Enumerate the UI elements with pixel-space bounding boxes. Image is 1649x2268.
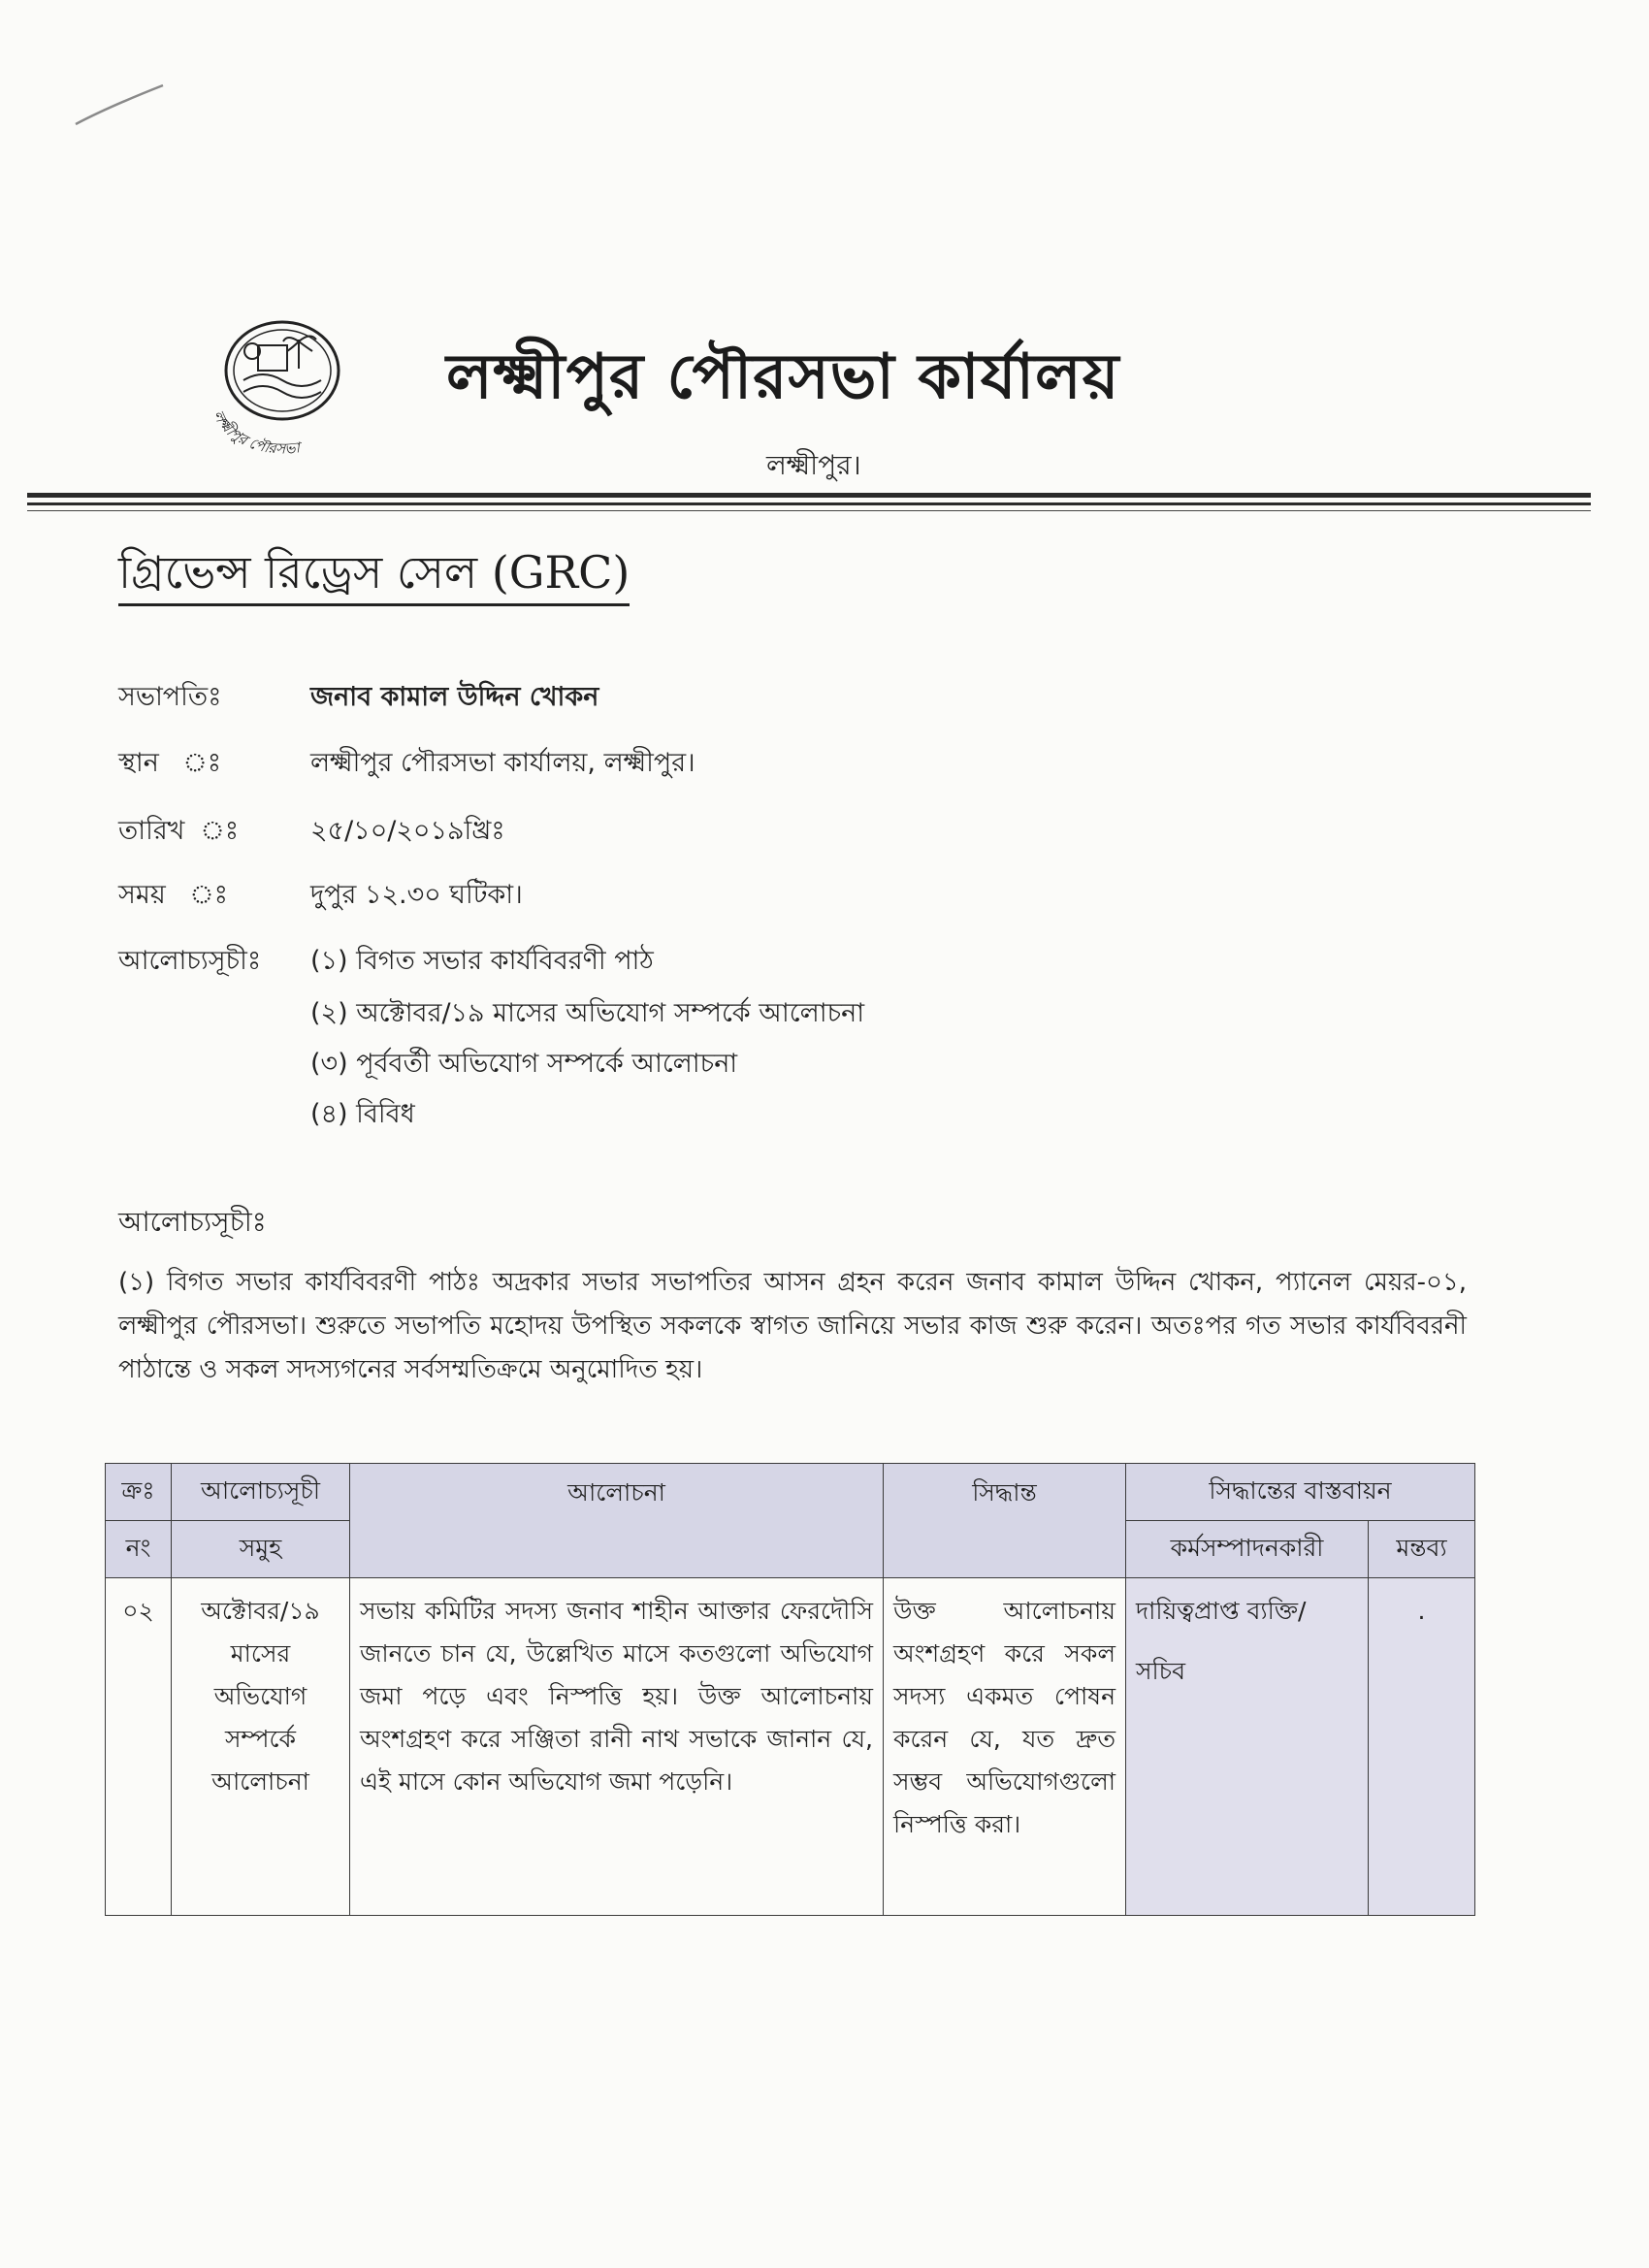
time-label: সময় ঃ (118, 880, 229, 910)
implementation-header: সিদ্ধান্তের বাস্তবায়ন (1126, 1464, 1475, 1521)
chair-value: জনাব কামাল উদ্দিন খোকন (310, 682, 599, 712)
time-value: দুপুর ১২.৩০ ঘটিকা। (310, 880, 523, 910)
header-divider (27, 493, 1591, 498)
discussion-heading: আলোচ্যসূচীঃ (118, 1206, 267, 1238)
row-executor-line: দায়িত্বপ্রাপ্ত ব্যক্তি/ (1136, 1597, 1307, 1625)
date-value: ২৫/১০/২০১৯খ্রিঃ (310, 816, 505, 846)
table-header-row (106, 1464, 1475, 1521)
pen-stroke-mark (70, 80, 167, 128)
agenda-header-sub: সমুহ (172, 1521, 350, 1578)
row-serial: ০২ (106, 1578, 172, 1916)
serial-header: ক্রঃ (106, 1464, 172, 1521)
row-executor (1126, 1578, 1369, 1916)
header-divider (27, 510, 1591, 511)
executor-header: কর্মসম্পাদনকারী (1126, 1521, 1369, 1578)
row-executor-line: সচিব (1136, 1657, 1186, 1685)
agenda-label: আলোচ্যসূচীঃ (118, 946, 262, 976)
discussion-paragraph: (১) বিগত সভার কার্যবিবরণী পাঠঃ অদ্রকার সভার সভাপতির আসন গ্রহন করেন জনাব কামাল উদ্দিন খোকন, প্যানেল মেয়র-০১, লক্ষ্মীপুর পৌরসভা। শুরুতে সভাপতি মহোদয় উপস্থিত সকলকে স্বাগত জানিয়ে সভার কাজ শুরু করেন। অতঃপর গত সভার কার্যবিবরনী পাঠান্তে ও সকল সদস্যগনের সর্বসম্মতিক্রমে অনুমোদিত হয়। (118, 1268, 1467, 1384)
municipality-seal-logo (190, 312, 374, 458)
date-label: তারিখ ঃ (118, 816, 240, 846)
agenda-item: (৪) বিবিধ (310, 1099, 415, 1129)
chair-label: সভাপতিঃ (118, 682, 222, 712)
table-row (106, 1578, 1475, 1916)
row-discussion: সভায় কমিটির সদস্য জনাব শাহীন আক্তার ফেরদৌসি জানতে চান যে, উল্লেখিত মাসে কতগুলো অভিযোগ জমা পড়ে এবং নিস্পত্তি হয়। উক্ত আলোচনায় অংশগ্রহণ করে সঞ্জিতা রানী নাথ সভাকে জানান যে, এই মাসে কোন অভিযোগ জমা পড়েনি। (350, 1578, 884, 1916)
agenda-item: (১) বিগত সভার কার্যবিবরণী পাঠ (310, 946, 654, 976)
place-label: স্থান ঃ (118, 748, 222, 778)
agenda-item: (৩) পূর্ববর্তী অভিযোগ সম্পর্কে আলোচনা (310, 1049, 738, 1079)
place-value: লক্ষ্মীপুর পৌরসভা কার্যালয়, লক্ষ্মীপুর। (310, 748, 695, 778)
minutes-table (105, 1463, 1475, 1916)
decision-header: সিদ্ধান্ত (884, 1464, 1126, 1578)
agenda-header: আলোচ্যসূচী (172, 1464, 350, 1521)
seal-text: লক্ষ্মীপুর পৌরসভা (209, 407, 301, 458)
row-agenda: অক্টোবর/১৯ মাসের অভিযোগ সম্পর্কে আলোচনা (172, 1578, 350, 1916)
discussion-header: আলোচনা (350, 1464, 884, 1578)
row-remarks: . (1369, 1578, 1475, 1916)
agenda-item: (২) অক্টোবর/১৯ মাসের অভিযোগ সম্পর্কে আলোচনা (310, 998, 865, 1028)
cell-title: গ্রিভেন্স রিড্রেস সেল (GRC) (118, 543, 630, 606)
row-decision: উক্ত আলোচনায় অংশগ্রহণ করে সকল সদস্য একমত পোষন করেন যে, যত দ্রুত সম্ভব অভিযোগগুলো নিস্পত্তি করা। (884, 1578, 1126, 1916)
office-location: লক্ষ্মীপুর। (766, 449, 861, 481)
remarks-header: মন্তব্য (1369, 1521, 1475, 1578)
header-divider (27, 502, 1591, 505)
office-title: লক্ষ্মীপুর পৌরসভা কার্যালয় (446, 340, 1120, 413)
serial-header-sub: নং (106, 1521, 172, 1578)
